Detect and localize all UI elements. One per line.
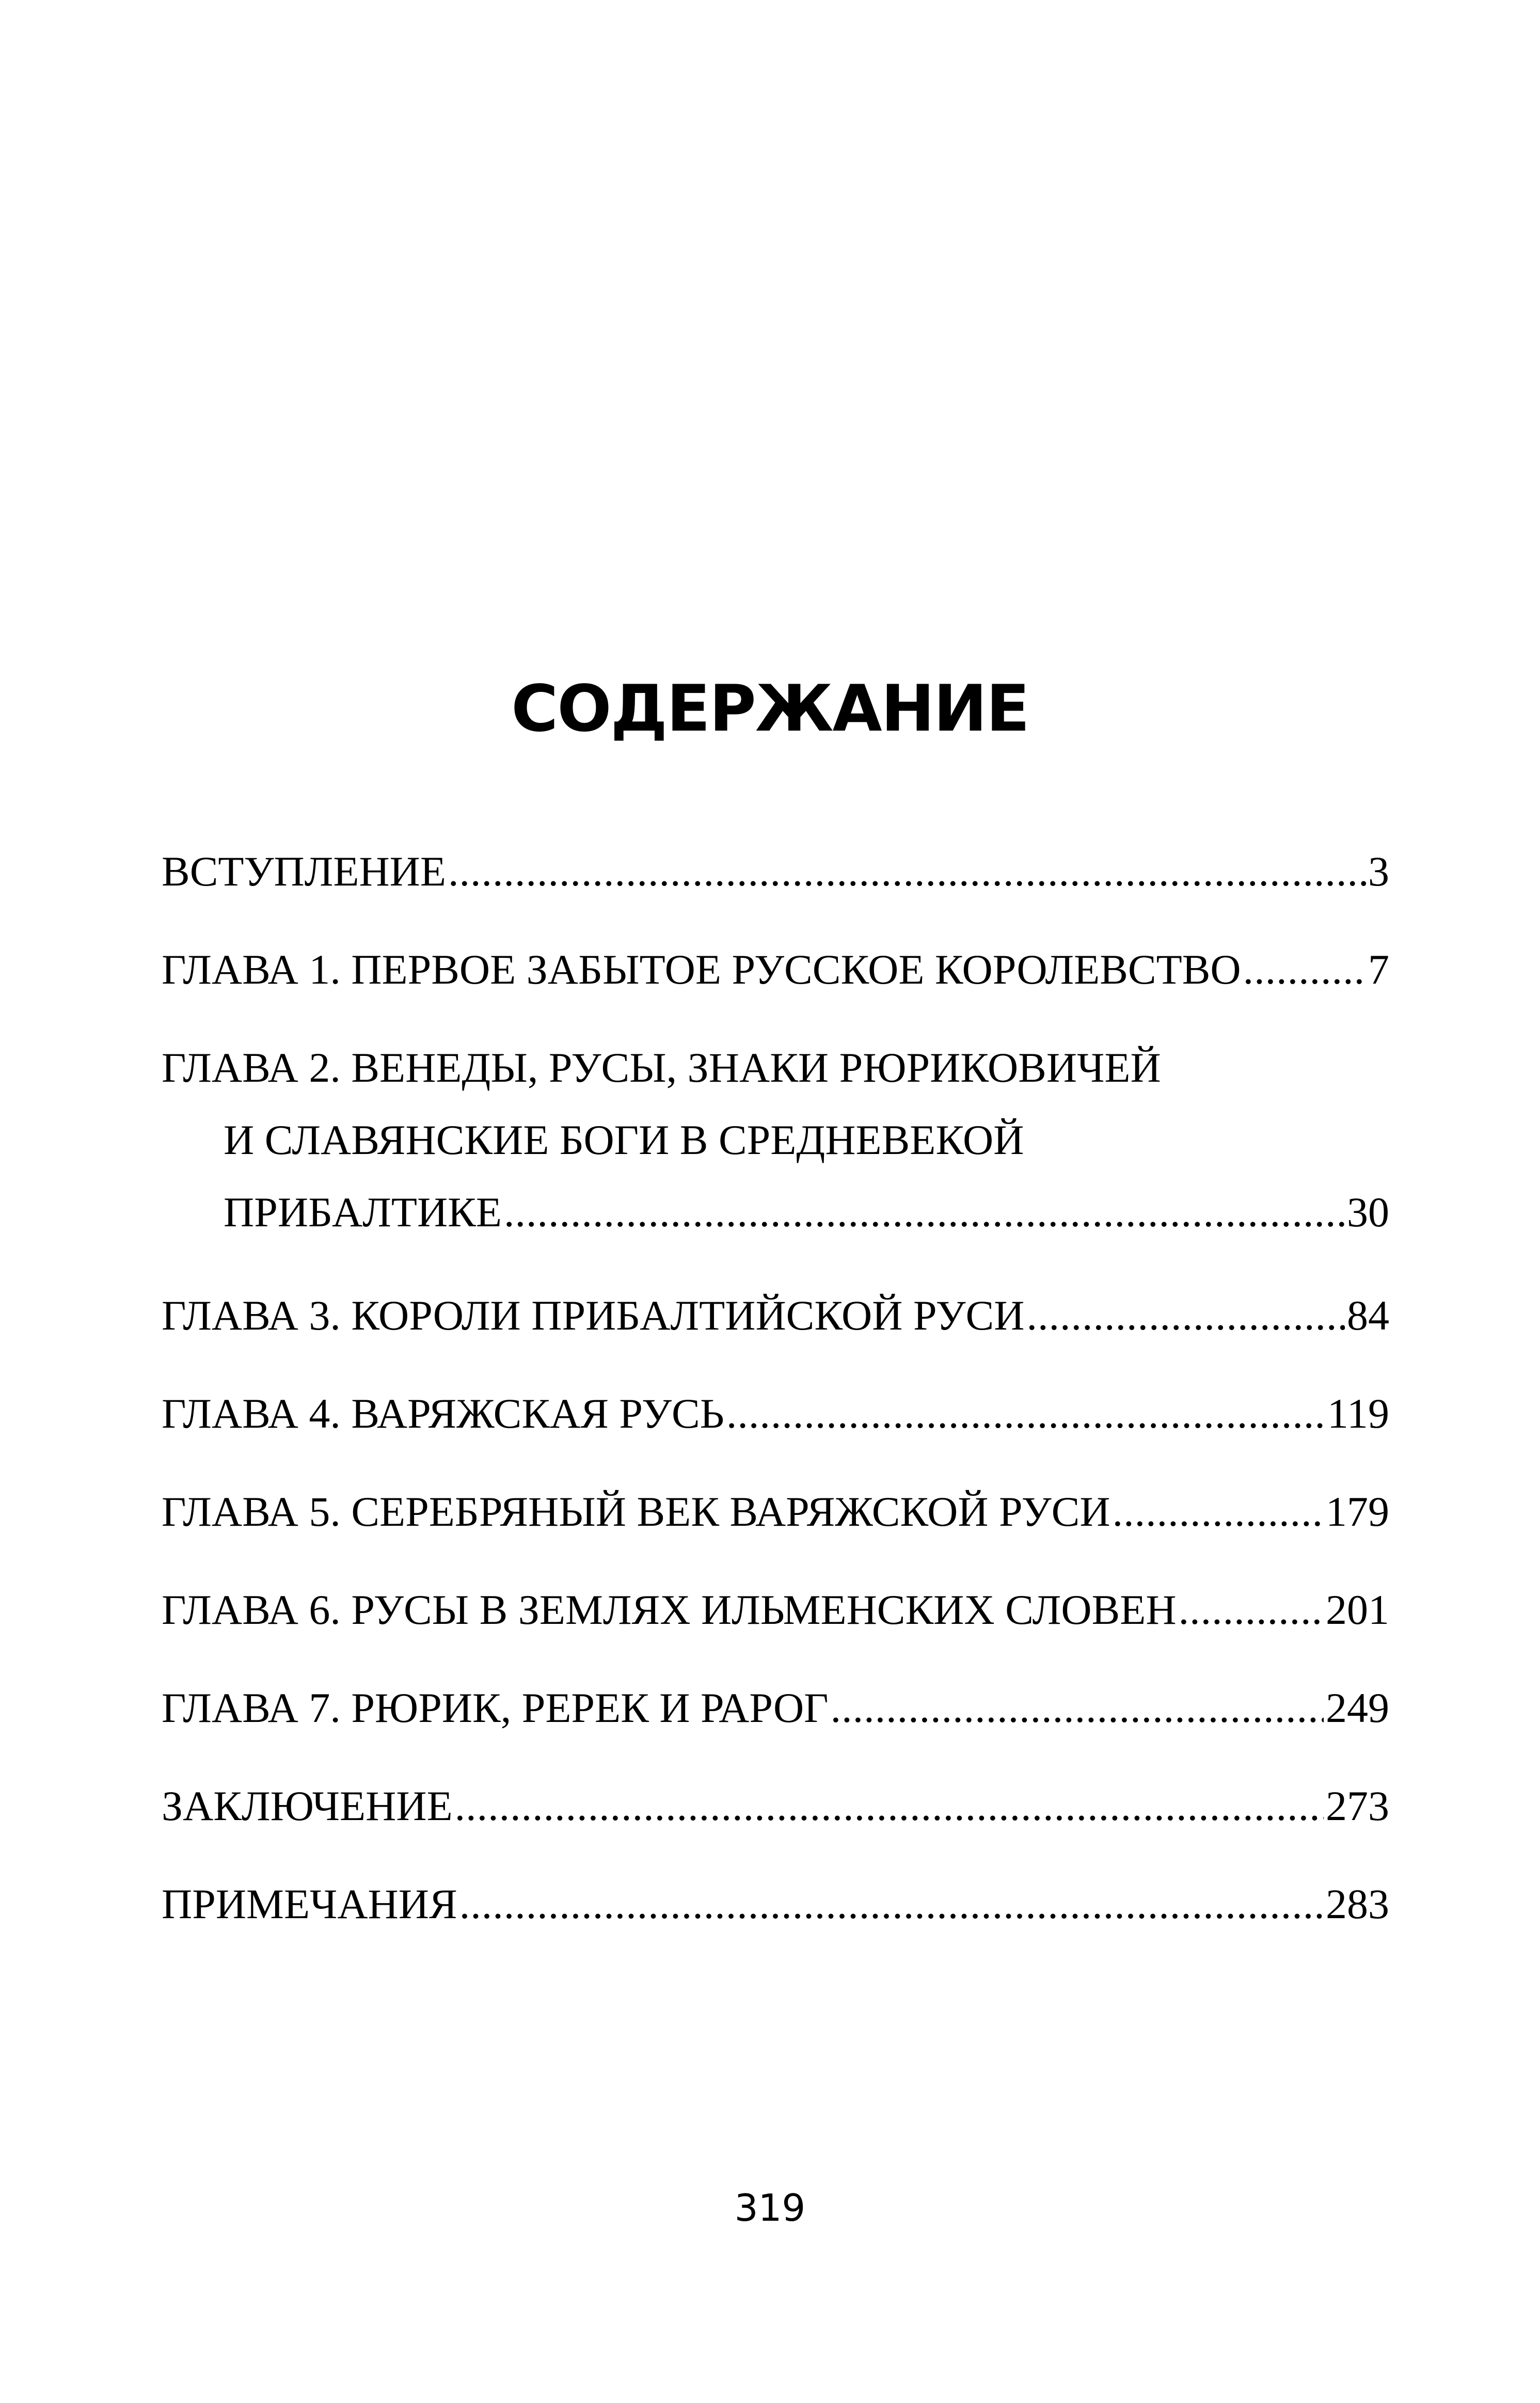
toc-entry-title-line-2: И СЛАВЯНСКИЕ БОГИ В СРЕДНЕВЕКОЙ <box>224 1116 1024 1163</box>
toc-entry-title: ГЛАВА 1. ПЕРВОЕ ЗАБЫТОЕ РУССКОЕ КОРОЛЕВСТВО <box>162 946 1241 993</box>
toc-entry-title-line-3: ПРИБАЛТИКЕ <box>224 1189 502 1236</box>
toc-entry-title: ЗАКЛЮЧЕНИЕ <box>162 1782 453 1829</box>
toc-entry-title: ГЛАВА 4. ВАРЯЖСКАЯ РУСЬ <box>162 1390 724 1437</box>
toc-entry-page: 273 <box>1326 1782 1389 1829</box>
toc-entry-title: ГЛАВА 6. РУСЫ В ЗЕМЛЯХ ИЛЬМЕНСКИХ СЛОВЕН <box>162 1586 1177 1633</box>
dot-leader <box>1113 1487 1324 1537</box>
toc-entry-page: 249 <box>1326 1684 1389 1731</box>
dot-leader <box>1243 945 1366 994</box>
toc-entry-chapter-5 <box>162 1487 1389 1537</box>
dot-leader <box>831 1683 1324 1733</box>
toc-entry-chapter-7 <box>162 1683 1389 1733</box>
toc-entry-title: ГЛАВА 5. СЕРЕБРЯНЫЙ ВЕК ВАРЯЖСКОЙ РУСИ <box>162 1488 1110 1535</box>
toc-entry-page: 84 <box>1347 1292 1389 1339</box>
toc-entry-page: 119 <box>1327 1390 1389 1437</box>
dot-leader <box>455 1781 1324 1831</box>
toc-entry-conclusion <box>162 1781 1389 1831</box>
dot-leader <box>448 847 1366 896</box>
toc-entry-page: 30 <box>1347 1189 1389 1236</box>
toc-entry-chapter-3 <box>162 1291 1389 1340</box>
toc-entry-page: 179 <box>1326 1488 1389 1535</box>
toc-entry-introduction <box>162 847 1389 896</box>
dot-leader <box>726 1389 1325 1438</box>
toc-entry-title: ГЛАВА 7. РЮРИК, РЕРЕК И РАРОГ <box>162 1684 829 1731</box>
toc-entry-title: ПРИМЕЧАНИЯ <box>162 1880 457 1927</box>
toc-entry-notes <box>162 1879 1389 1929</box>
dot-leader <box>1026 1291 1345 1340</box>
dot-leader <box>504 1188 1345 1237</box>
toc-entry-page: 283 <box>1326 1880 1389 1927</box>
toc-entry-chapter-6 <box>162 1585 1389 1635</box>
toc-entry-chapter-2 <box>162 1043 1389 1237</box>
toc-entry-page: 3 <box>1368 848 1389 895</box>
toc-entry-title: ГЛАВА 3. КОРОЛИ ПРИБАЛТИЙСКОЙ РУСИ <box>162 1292 1025 1339</box>
toc-entry-page: 7 <box>1368 946 1389 993</box>
page-title: СОДЕРЖАНИЕ <box>511 672 1029 746</box>
toc-entry-chapter-4 <box>162 1389 1389 1438</box>
page-number: 319 <box>734 2186 806 2230</box>
toc-entry-chapter-1 <box>162 945 1389 994</box>
dot-leader <box>459 1879 1324 1929</box>
toc-entry-page: 201 <box>1326 1586 1389 1633</box>
dot-leader <box>1179 1585 1324 1635</box>
toc-entry-title: ВСТУПЛЕНИЕ <box>162 848 446 895</box>
toc-entry-title-line-1: ГЛАВА 2. ВЕНЕДЫ, РУСЫ, ЗНАКИ РЮРИКОВИЧЕЙ <box>162 1044 1161 1091</box>
